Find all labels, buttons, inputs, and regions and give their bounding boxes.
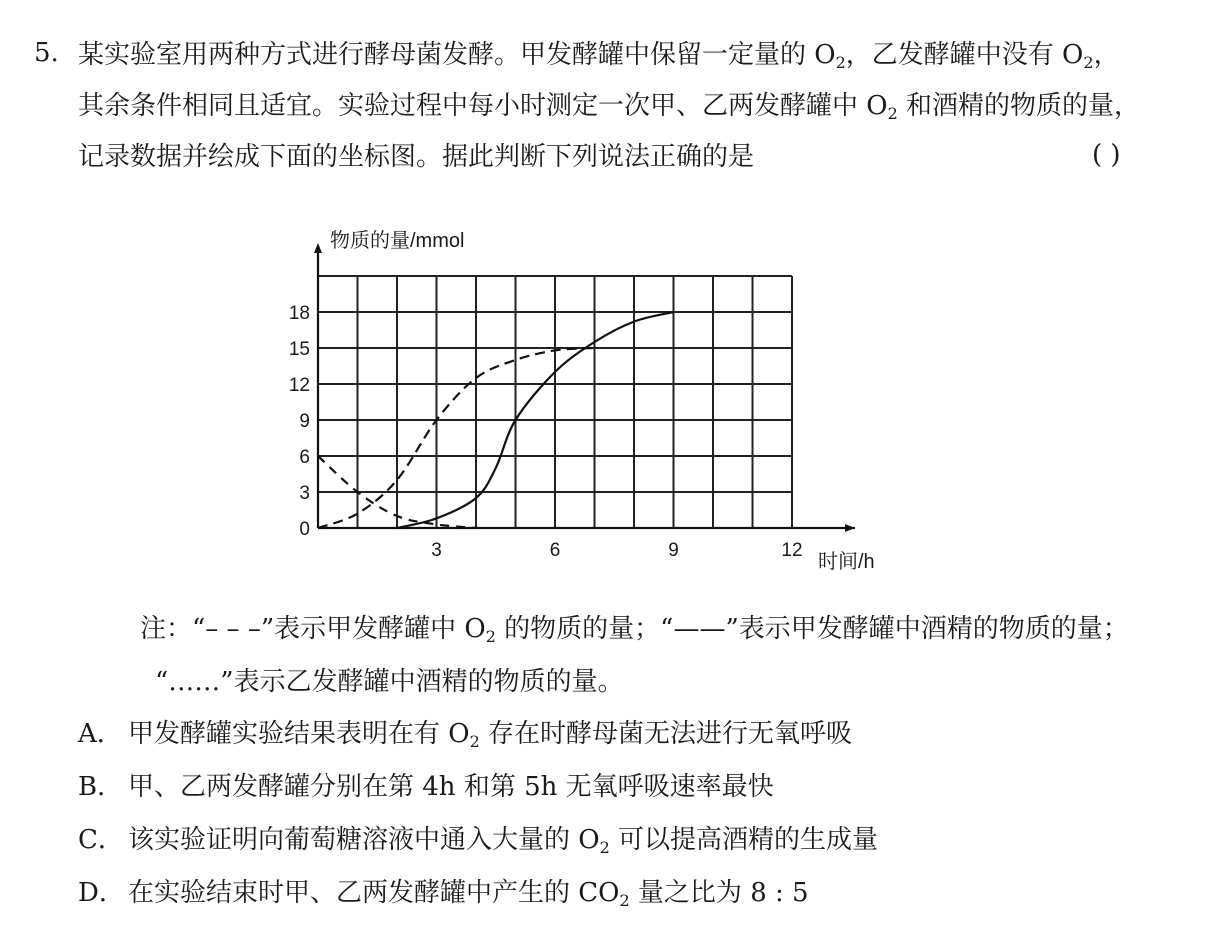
option-c[interactable]: C． 该实验证明向葡萄糖溶液中通入大量的 $O_2$ 可以提高酒精的生成量 <box>78 825 879 857</box>
y-tick-label: 0 <box>299 519 310 540</box>
y-tick-label: 12 <box>288 375 310 396</box>
x-tick-label: 3 <box>431 540 442 561</box>
question-line-3: 记录数据并绘成下面的坐标图。据此判断下列说法正确的是 <box>78 142 755 172</box>
note-line-1: 注：“– – –”表示甲发酵罐中 $O_2$ 的物质的量；“——”表示甲发酵罐中酒精的物质的量； <box>140 614 1129 646</box>
x-tick-label: 12 <box>781 540 803 561</box>
answer-bracket: ( ) <box>1092 140 1121 170</box>
chart-ticks <box>289 303 803 561</box>
question-number: 5. <box>34 38 59 68</box>
y-tick-label: 15 <box>288 339 310 360</box>
y-tick-label: 9 <box>299 411 310 432</box>
option-a[interactable]: A． 甲发酵罐实验结果表明在有 $O_2$ 存在时酵母菌无法进行无氧呼吸 <box>78 719 853 751</box>
option-b[interactable]: B． 甲、乙两发酵罐分别在第 4h 和第 5h 无氧呼吸速率最快 <box>78 772 774 802</box>
x-tick-label: 9 <box>668 540 679 561</box>
y-tick-label: 3 <box>299 483 310 504</box>
note-line-2: “……”表示乙发酵罐中酒精的物质的量。 <box>155 667 624 697</box>
chart-axes <box>314 243 855 532</box>
option-d[interactable]: D． 在实验结束时甲、乙两发酵罐中产生的 $CO_2$ 量之比为 8 : 5 <box>78 878 809 910</box>
x-axis-label: 时间/h <box>818 551 875 573</box>
question-line-2: 其余条件相同且适宜。实验过程中每小时测定一次甲、乙两发酵罐中 $O_2$ 和酒精的物质的量， <box>78 91 1141 123</box>
y-tick-label: 6 <box>299 447 310 468</box>
y-tick-label: 18 <box>288 303 310 324</box>
question-line-1: 某实验室用两种方式进行酵母菌发酵。甲发酵罐中保留一定量的 $O_2$，乙发酵罐中没有 $O_2$， <box>78 40 1120 72</box>
y-axis-arrow <box>314 243 322 253</box>
x-tick-label: 6 <box>549 540 561 561</box>
chart <box>280 215 920 585</box>
y-axis-label: 物质的量/mmol <box>330 230 465 252</box>
x-axis-arrow <box>845 524 855 532</box>
